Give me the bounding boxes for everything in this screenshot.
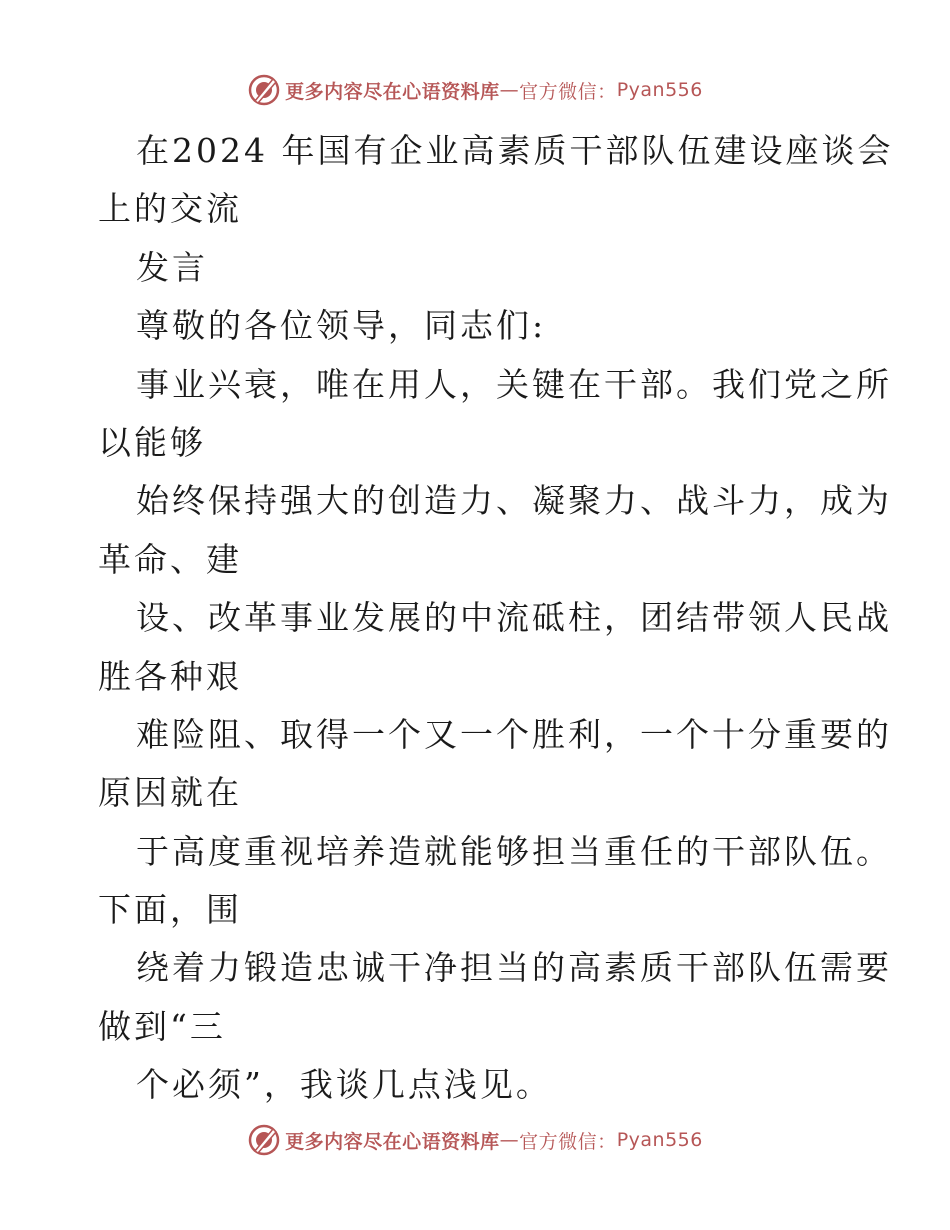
watermark-suffix: 官方微信：	[519, 1130, 617, 1153]
body-line: 以能够	[98, 422, 206, 462]
body-line: 原因就在	[98, 773, 242, 813]
body-line: 下面，围	[98, 890, 242, 930]
document-body	[98, 122, 894, 1115]
body-line: 始终保持强大的创造力、凝聚力、战斗力，成为	[136, 481, 892, 521]
body-line: 革命、建	[98, 539, 242, 579]
body-line: 绕着力锻造忠诚干净担当的高素质干部队伍需要	[136, 948, 892, 988]
quill-logo-icon	[247, 73, 281, 107]
body-line: 个必须”，我谈几点浅见。	[136, 1065, 552, 1105]
watermark-wechat-id: Pyan556	[616, 79, 703, 101]
watermark-main-text: 更多内容尽在心语资料库	[285, 80, 500, 103]
title-line-1: 在2024 年国有企业高素质干部队伍建设座谈会	[136, 131, 894, 170]
body-line: 难险阻、取得一个又一个胜利，一个十分重要的	[136, 714, 892, 754]
watermark-dash: —	[499, 79, 520, 101]
watermark-suffix: 官方微信：	[519, 80, 617, 103]
body-line: 做到“三	[98, 1006, 226, 1046]
title-line-3: 发言	[136, 247, 208, 287]
watermark-dash: —	[499, 1129, 520, 1151]
salutation: 尊敬的各位领导，同志们:	[136, 306, 547, 346]
body-line: 胜各种艰	[98, 656, 242, 696]
body-line: 事业兴衰，唯在用人，关键在干部。我们党之所	[136, 364, 892, 404]
body-line: 设、改革事业发展的中流砥柱，团结带领人民战	[136, 598, 892, 638]
body-line: 于高度重视培养造就能够担当重任的干部队伍。	[136, 831, 892, 871]
watermark-main-text: 更多内容尽在心语资料库	[285, 1130, 500, 1153]
quill-logo-icon	[247, 1123, 281, 1157]
title-line-2: 上的交流	[98, 189, 242, 229]
watermark-wechat-id: Pyan556	[616, 1129, 703, 1151]
watermark-footer	[0, 1120, 950, 1160]
watermark-header	[0, 70, 950, 110]
